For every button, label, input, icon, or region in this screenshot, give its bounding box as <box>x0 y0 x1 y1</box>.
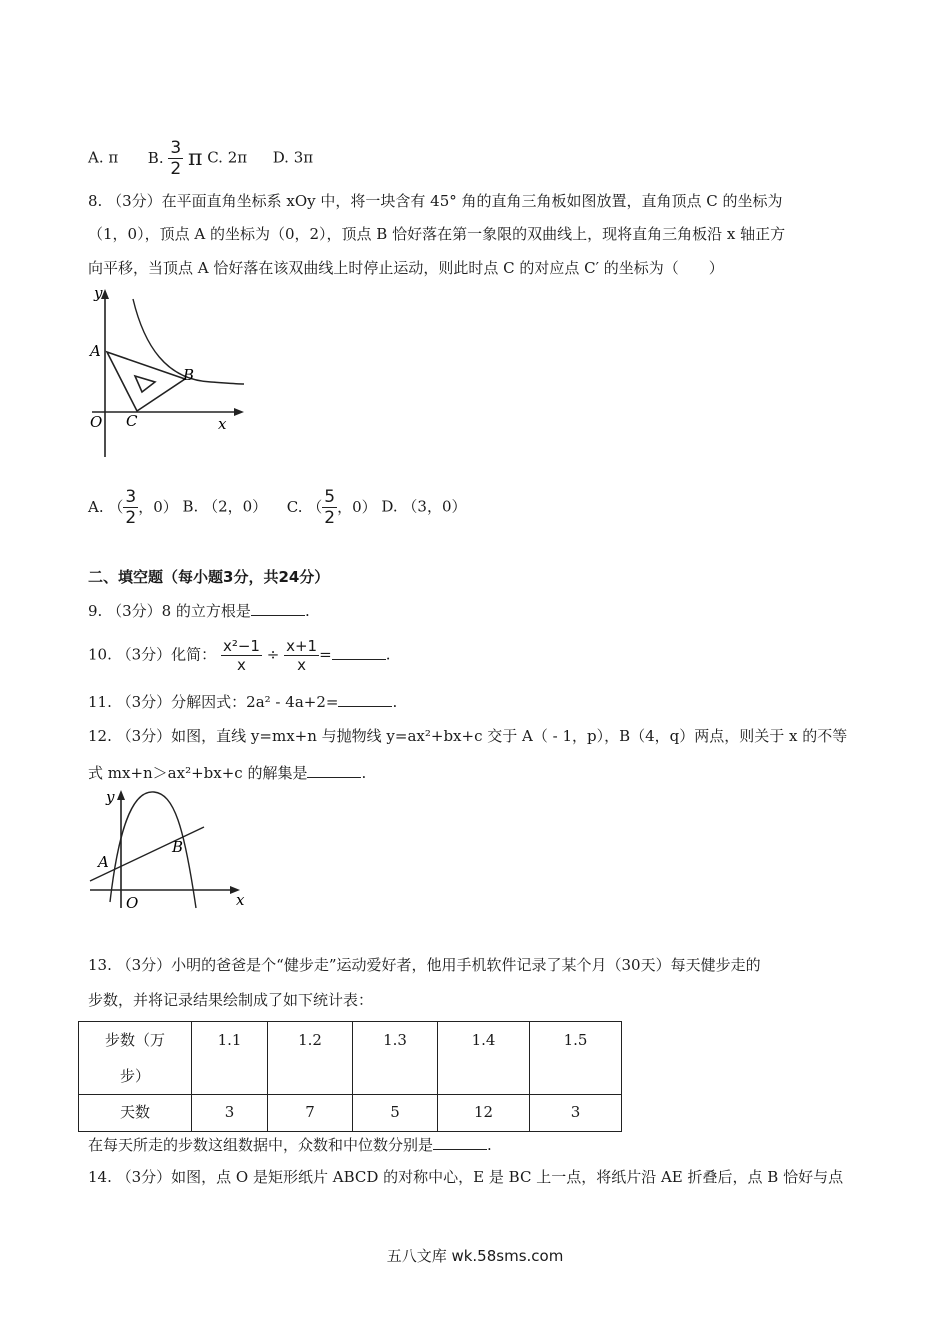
q12-label-x: x <box>236 891 245 909</box>
q13-question: 在每天所走的步数这组数据中，众数和中位数分别是 . <box>88 1136 492 1154</box>
q8-option-c: C. （ $\frac{5}{2}$ ，0） <box>286 487 377 528</box>
q7-option-c: C. 2π <box>207 148 248 167</box>
q9-answer-blank[interactable] <box>251 601 305 616</box>
q8-label-x: x <box>218 415 227 433</box>
q8-line-2: （1，0），顶点 A 的坐标为（0，2），顶点 B 恰好落在第一象限的双曲线上，现将直角三角板沿 x 轴正方 <box>88 225 786 243</box>
q8-line-1: 8. （3分）在平面直角坐标系 xOy 中，将一块含有 45° 角的直角三角板如图放置，直角顶点 C 的坐标为 <box>88 192 783 210</box>
q13-answer-blank[interactable] <box>433 1135 487 1150</box>
q12-line-2: 式 mx+n＞ax²+bx+c 的解集是 . <box>88 764 367 782</box>
q13-day-cell: 12 <box>438 1095 530 1132</box>
q14-line-1: 14. （3分）如图，点 O 是矩形纸片 ABCD 的对称中心，E 是 BC 上一点，将纸片沿 AE 折叠后，点 B 恰好与点 <box>88 1168 844 1186</box>
q8-label-y: y <box>94 285 103 302</box>
q13-day-cell: 3 <box>192 1095 268 1132</box>
q8-options <box>88 487 467 528</box>
q8-label-c: C <box>126 412 138 430</box>
q8-label-b: B <box>183 366 195 384</box>
q12-label-a: A <box>98 853 109 871</box>
q9: 9. （3分）8 的立方根是 . <box>88 602 310 620</box>
q13-line-1: 13. （3分）小明的爸爸是个“健步走”运动爱好者，他用手机软件记录了某个月（30天）每天健步走的 <box>88 956 761 974</box>
q12-label-b: B <box>172 838 184 856</box>
q13-step-cell: 1.1 <box>192 1022 268 1095</box>
q11: 11. （3分）分解因式：2a² - 4a+2= . <box>88 693 398 711</box>
q10-fraction-2: $\frac{x+1}{x}$ <box>286 637 318 674</box>
q13-step-cell: 1.5 <box>530 1022 622 1095</box>
q7-option-b: B. $\frac{3}{2}$ π <box>147 138 203 179</box>
q13-header-steps: 步数（万 步） <box>79 1022 192 1095</box>
q13-step-cell: 1.3 <box>353 1022 438 1095</box>
q7-options <box>88 138 313 179</box>
q7-option-d: D. 3π <box>272 148 314 167</box>
table-row <box>79 1022 622 1095</box>
q12-label-o: O <box>126 894 139 911</box>
q8-label-o: O <box>90 413 103 431</box>
q7-option-a: A. π <box>88 148 119 167</box>
q13-day-cell: 7 <box>268 1095 353 1132</box>
page-footer: 五八文库 wk.58sms.com <box>386 1247 564 1265</box>
q8-option-a: A. （ $\frac{3}{2}$ ，0） <box>88 487 178 528</box>
q8-option-d: D. （3，0） <box>381 497 467 516</box>
q8-triangle-hole <box>135 376 155 392</box>
q13-table <box>78 1021 622 1132</box>
q12-figure <box>84 786 254 911</box>
section-2-title: 二、填空题（每小题3分，共24分） <box>88 568 330 586</box>
q13-day-cell: 3 <box>530 1095 622 1132</box>
q13-line-2: 步数，并将记录结果绘制成了如下统计表： <box>88 991 374 1009</box>
q8-option-a-fraction: $\frac{3}{2}$ <box>125 487 137 528</box>
q12-line-1: 12. （3分）如图，直线 y=mx+n 与抛物线 y=ax²+bx+c 交于 A（ - 1，p），B（4，q）两点，则关于 x 的不等 <box>88 727 848 745</box>
q11-answer-blank[interactable] <box>338 692 392 707</box>
q13-step-cell: 1.4 <box>438 1022 530 1095</box>
q8-option-b: B. （2，0） <box>182 497 268 516</box>
q13-step-cell: 1.2 <box>268 1022 353 1095</box>
q8-triangle <box>107 352 185 411</box>
q12-answer-blank[interactable] <box>307 763 361 778</box>
q8-label-a: A <box>90 342 101 360</box>
q13-header-days: 天数 <box>79 1095 192 1132</box>
q7-option-b-fraction: $\frac{3}{2}$ <box>170 138 182 179</box>
q13-day-cell: 5 <box>353 1095 438 1132</box>
q10: 10. （3分）化简： $\frac{\text{x²−1}}{x}$ ÷ $\frac{x+1}{x}$ = . <box>88 637 391 674</box>
q10-answer-blank[interactable] <box>332 645 386 660</box>
q8-option-c-fraction: $\frac{5}{2}$ <box>324 487 336 528</box>
q8-figure <box>86 285 256 465</box>
q8-line-3: 向平移，当顶点 A 恰好落在该双曲线上时停止运动，则此时点 C 的对应点 C′ 的坐标为（ ） <box>88 259 724 277</box>
q10-fraction-1: $\frac{\text{x²−1}}{x}$ <box>222 637 260 674</box>
q12-label-y: y <box>106 788 115 806</box>
table-row <box>79 1095 622 1132</box>
